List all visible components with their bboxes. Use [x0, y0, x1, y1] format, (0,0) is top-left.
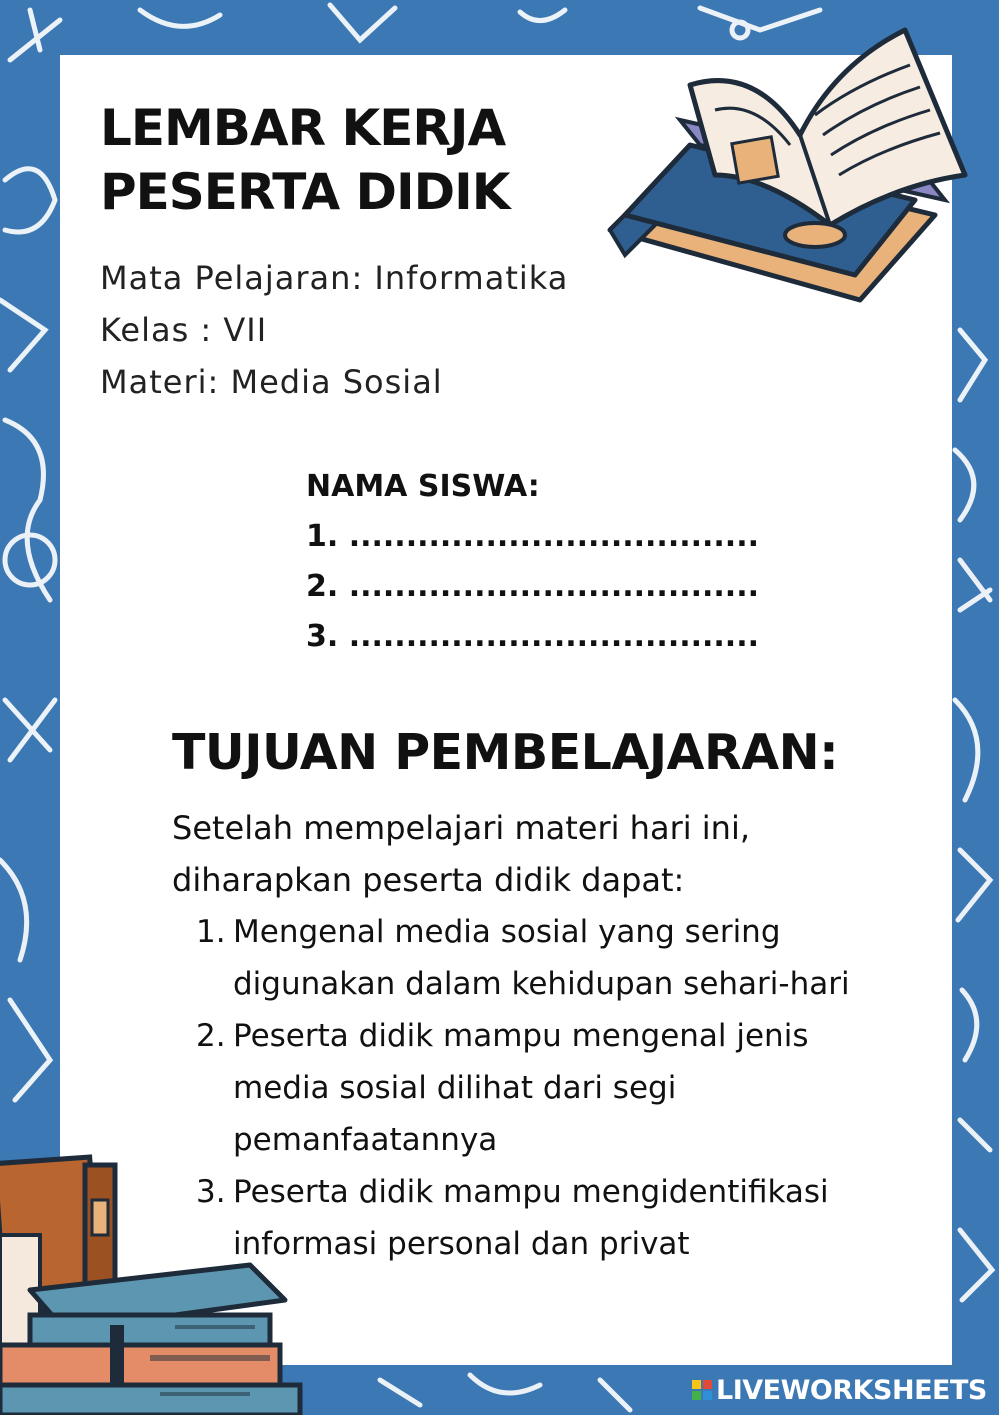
- liveworksheets-logo-icon: [692, 1380, 712, 1400]
- class-text: Kelas : VII: [100, 311, 268, 349]
- list-item: [196, 906, 896, 1010]
- book-stack-icon: [0, 1140, 310, 1415]
- open-book-icon: [605, 25, 975, 305]
- worksheet-title: [100, 96, 510, 224]
- objectives-intro: Setelah mempelajari materi hari ini, diharapkan peserta didik dapat:: [172, 809, 751, 899]
- list-item-number: 1.: [196, 914, 226, 950]
- list-item-text: Peserta didik mampu mengenal jenis media sosial dilihat dari segi pemanfaatannya: [233, 1018, 809, 1158]
- subject-text: Mata Pelajaran: Informatika: [100, 259, 569, 297]
- list-item-text: Peserta didik mampu mengidentifikasi informasi personal dan privat: [233, 1174, 829, 1262]
- title-line-2: PESERTA DIDIK: [100, 163, 510, 221]
- student-name-line-2: 2. ....................................: [306, 569, 759, 604]
- student-name-line-3: 3. ....................................: [306, 619, 759, 654]
- list-item-number: 2.: [196, 1018, 226, 1054]
- material-text: Materi: Media Sosial: [100, 363, 443, 401]
- list-item-number: 3.: [196, 1174, 226, 1210]
- list-item-text: Mengenal media sosial yang sering digunakan dalam kehidupan sehari-hari: [233, 914, 850, 1002]
- title-line-1: LEMBAR KERJA: [100, 99, 506, 157]
- student-names-label: NAMA SISWA:: [306, 469, 540, 504]
- objectives-title: TUJUAN PEMBELAJARAN:: [172, 724, 839, 781]
- liveworksheets-watermark: [692, 1372, 987, 1408]
- student-names: [306, 462, 759, 662]
- student-name-line-1: 1. ....................................: [306, 519, 759, 554]
- brand-text: LIVEWORKSHEETS: [716, 1374, 987, 1406]
- worksheet-meta: [100, 252, 568, 408]
